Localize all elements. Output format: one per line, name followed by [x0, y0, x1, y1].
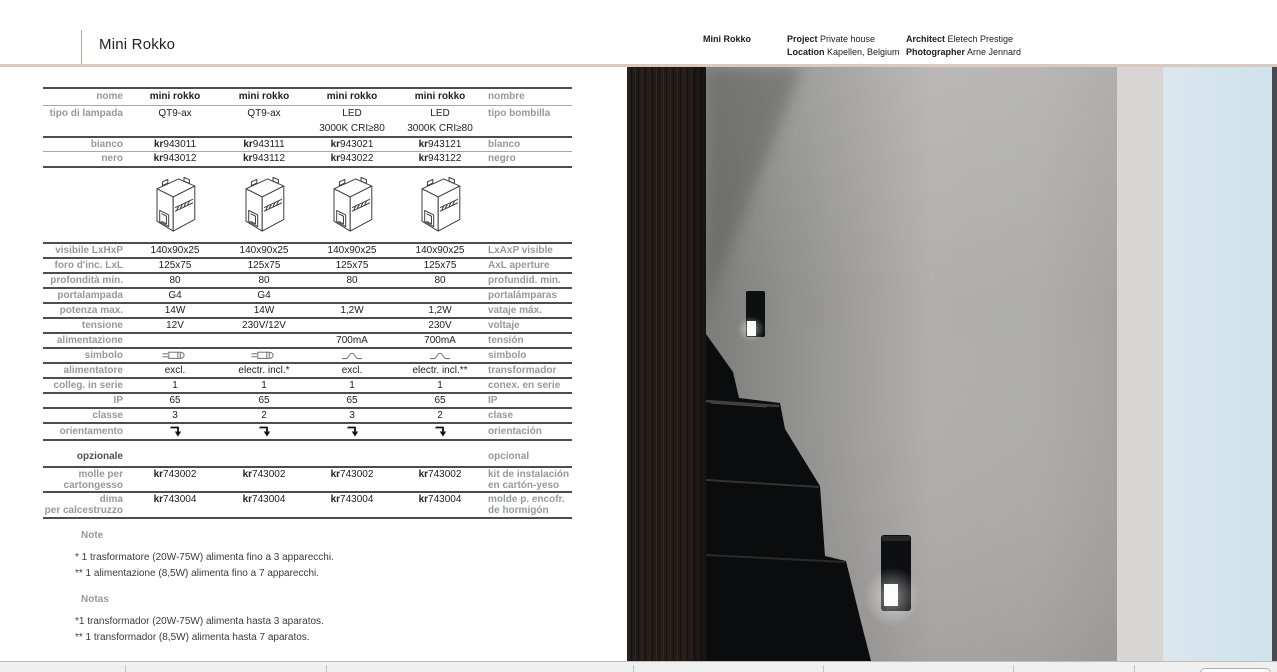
- notes-spanish: [75, 594, 324, 646]
- spec-value: kr743004: [242, 494, 286, 505]
- spec-label-it: portalampada: [57, 290, 123, 301]
- page-tick: [1134, 665, 1135, 672]
- spec-value: electr. incl.*: [238, 365, 290, 376]
- spec-value: kr743004: [330, 494, 374, 505]
- note-line: *1 transformador (20W-75W) alimenta hasta 3 aparatos.: [75, 616, 324, 627]
- spec-value: kr743002: [242, 469, 286, 480]
- field-label: Architect: [906, 34, 946, 44]
- spec-value: kr943112: [242, 153, 286, 164]
- spec-value: LED 3000K CRI≥80: [407, 108, 473, 134]
- spec-row: [43, 151, 572, 166]
- notes-italian: [75, 530, 334, 582]
- spec-value: 65: [346, 395, 358, 406]
- spec-value: [396, 349, 484, 362]
- spec-label-es: profundid. min.: [488, 275, 561, 286]
- product-isometric-drawing: [396, 168, 484, 242]
- spec-value: [396, 424, 484, 439]
- spec-label-es: conex. en serie: [488, 380, 561, 391]
- credits-info: [906, 33, 1021, 59]
- spec-label-it: nome: [96, 91, 123, 102]
- spec-value: kr743002: [153, 469, 197, 480]
- spec-value: 230V/12V: [242, 320, 286, 331]
- product-isometric-drawing: [148, 173, 202, 237]
- spec-value: 65: [258, 395, 270, 406]
- spec-table: [43, 87, 572, 441]
- spec-label-it: alimentazione: [56, 335, 123, 346]
- spec-value: mini rokko: [149, 91, 201, 102]
- spec-value: 1,2W: [340, 305, 364, 316]
- spec-row: [43, 287, 572, 302]
- notes-title: Notas: [81, 594, 109, 605]
- optional-title-es: opcional: [488, 451, 530, 462]
- spec-value: 140x90x25: [239, 245, 289, 256]
- spec-row: [43, 377, 572, 392]
- spec-value: kr943121: [418, 139, 462, 150]
- spec-row: [43, 392, 572, 407]
- spec-value: excl.: [341, 365, 363, 376]
- spec-row: [43, 257, 572, 272]
- spec-value: 140x90x25: [150, 245, 200, 256]
- spec-value: 230V: [428, 320, 452, 331]
- spec-value: [220, 349, 308, 362]
- spec-label-es: clase: [488, 410, 514, 421]
- spec-value: 2: [437, 410, 443, 421]
- spec-value: G4: [257, 290, 271, 301]
- spec-value: 14W: [164, 305, 186, 316]
- spec-value: [308, 349, 396, 362]
- spec-row: [43, 332, 572, 347]
- spec-value: [130, 349, 220, 362]
- spec-value: 65: [169, 395, 181, 406]
- spec-value: [130, 334, 220, 347]
- spec-value: 1: [349, 380, 355, 391]
- spec-value: [220, 334, 308, 347]
- spec-value: 140x90x25: [327, 245, 377, 256]
- spec-value: mini rokko: [326, 91, 378, 102]
- spec-value: 140x90x25: [415, 245, 465, 256]
- photo-right-edge: [1272, 67, 1277, 661]
- optional-label-es: kit de instalación en cartón-yeso: [488, 469, 570, 491]
- page-tick: [823, 665, 824, 672]
- spec-row: [43, 302, 572, 317]
- field-value: Arne Jennard: [965, 47, 1022, 57]
- spec-value: kr943022: [330, 153, 374, 164]
- spec-value: 65: [434, 395, 446, 406]
- spec-label-it: classe: [92, 410, 123, 421]
- spec-label-it: bianco: [90, 139, 123, 150]
- spec-label-es: nombre: [488, 91, 525, 102]
- spec-row: [43, 407, 572, 422]
- note-line: ** 1 alimentazione (8,5W) alimenta fino a 7 apparecchi.: [75, 568, 320, 579]
- spec-value: [308, 289, 396, 302]
- field-label: Photographer: [906, 47, 966, 57]
- spec-value: mini rokko: [238, 91, 290, 102]
- spec-label-it: [43, 168, 130, 242]
- product-isometric-drawing: [237, 173, 291, 237]
- led-icon: [341, 352, 363, 360]
- spec-value: kr743004: [418, 494, 462, 505]
- spec-label-it: simbolo: [84, 350, 123, 361]
- spec-value: [308, 424, 396, 439]
- page-tick: [125, 665, 126, 672]
- spec-label-it: tipo di lampada: [49, 108, 123, 119]
- spec-label-es: IP: [488, 395, 498, 406]
- spec-row: [43, 89, 572, 105]
- spec-label-es: [484, 168, 572, 242]
- optional-label-it: molle per cartongesso: [63, 469, 123, 491]
- spec-value: 80: [434, 275, 446, 286]
- arrow-corner-down-icon: [169, 425, 182, 438]
- spec-value: kr943021: [330, 139, 374, 150]
- spec-value: LED 3000K CRI≥80: [319, 108, 385, 134]
- spec-value: [220, 424, 308, 439]
- field-value: Private house: [817, 34, 876, 44]
- spec-value: 80: [169, 275, 181, 286]
- product-isometric-drawing: [325, 173, 379, 237]
- spec-value: kr743004: [153, 494, 197, 505]
- halogen-lamp-icon: [162, 351, 189, 360]
- spec-value: [308, 319, 396, 332]
- spec-label-es: LxAxP visible: [488, 245, 553, 256]
- spec-label-es: blanco: [488, 139, 521, 150]
- door-jamb: [1117, 67, 1164, 661]
- spec-row: [43, 317, 572, 332]
- page-tick: [326, 665, 327, 672]
- optional-label-it: dima per calcestruzzo: [44, 494, 123, 516]
- spec-value: kr943111: [243, 139, 285, 150]
- spec-row: [43, 242, 572, 257]
- page-tick: [1013, 665, 1014, 672]
- note-line: ** 1 transformador (8,5W) alimenta hasta 7 aparatos.: [75, 632, 310, 643]
- spec-label-it: orientamento: [59, 426, 123, 437]
- header-field: [787, 33, 900, 46]
- spec-label-es: vataje máx.: [488, 305, 542, 316]
- optional-row: [43, 491, 572, 517]
- spec-value: 12V: [166, 320, 184, 331]
- field-value: Kapellen, Belgium: [824, 47, 900, 57]
- spec-value: electr. incl.**: [412, 365, 468, 376]
- led-icon: [429, 352, 451, 360]
- spec-label-it: foro d'inc. LxL: [54, 260, 123, 271]
- product-isometric-drawing: [130, 168, 220, 242]
- spec-row: [43, 362, 572, 377]
- product-isometric-drawing: [220, 168, 308, 242]
- project-info: [787, 33, 900, 59]
- product-drawings-row: [43, 166, 572, 242]
- spec-value: kr743002: [418, 469, 462, 480]
- spec-value: G4: [168, 290, 182, 301]
- arrow-corner-down-icon: [434, 425, 447, 438]
- spec-label-es: tipo bombilla: [488, 108, 551, 119]
- page-title: Mini Rokko: [99, 36, 176, 53]
- spec-value: 3: [172, 410, 178, 421]
- optional-table: [43, 450, 572, 519]
- spec-value: 125x75: [247, 260, 281, 271]
- optional-header-row: [43, 450, 572, 466]
- notes-title: Note: [81, 530, 104, 541]
- header-field: [906, 46, 1021, 59]
- header-product-name: Mini Rokko: [703, 34, 752, 44]
- spec-row: [43, 422, 572, 439]
- spec-value: 1: [172, 380, 178, 391]
- spec-row: [43, 136, 572, 151]
- note-line: * 1 trasformatore (20W-75W) alimenta fino a 3 apparecchi.: [75, 552, 334, 563]
- spec-label-es: AxL aperture: [488, 260, 550, 271]
- spec-value: 125x75: [335, 260, 369, 271]
- spec-value: kr943012: [153, 153, 197, 164]
- spec-row: [43, 105, 572, 136]
- spec-value: 700mA: [336, 335, 368, 346]
- viewer-control[interactable]: [1200, 668, 1271, 672]
- spec-value: QT9-ax: [247, 108, 281, 119]
- spec-row: [43, 272, 572, 287]
- spec-value: [130, 424, 220, 439]
- spec-value: 2: [261, 410, 267, 421]
- spec-value: 3: [349, 410, 355, 421]
- arrow-corner-down-icon: [346, 425, 359, 438]
- halogen-lamp-icon: [251, 351, 278, 360]
- product-isometric-drawing: [308, 168, 396, 242]
- wood-panel: [627, 67, 706, 661]
- spec-label-es: transformador: [488, 365, 557, 376]
- spec-label-es: portalámparas: [488, 290, 557, 301]
- spec-value: QT9-ax: [158, 108, 192, 119]
- header-field: [787, 46, 900, 59]
- spec-value: 700mA: [424, 335, 456, 346]
- product-isometric-drawing: [413, 173, 467, 237]
- header-field: [906, 33, 1021, 46]
- spec-value: kr743002: [330, 469, 374, 480]
- spec-label-it: visibile LxHxP: [55, 245, 123, 256]
- spec-value: [396, 289, 484, 302]
- spec-value: 1: [261, 380, 267, 391]
- spec-value: kr943011: [153, 139, 197, 150]
- optional-row: [43, 466, 572, 491]
- spec-label-es: tensión: [488, 335, 524, 346]
- spec-value: 125x75: [158, 260, 192, 271]
- spec-label-es: voltaje: [488, 320, 520, 331]
- spec-label-it: IP: [113, 395, 123, 406]
- optional-label-es: molde p. encofr. de hormigón: [488, 494, 565, 516]
- spec-row: [43, 347, 572, 362]
- installation-photo: [627, 67, 1277, 661]
- spec-label-es: simbolo: [488, 350, 527, 361]
- spec-value: 125x75: [423, 260, 457, 271]
- optional-title-it: opzionale: [76, 451, 123, 462]
- spec-value: 14W: [253, 305, 275, 316]
- spec-value: 80: [346, 275, 358, 286]
- spec-value: 1: [437, 380, 443, 391]
- spec-label-it: profondità min.: [50, 275, 123, 286]
- spec-label-es: orientación: [488, 426, 542, 437]
- field-label: Location: [787, 47, 825, 57]
- spec-label-it: colleg. in serie: [53, 380, 123, 391]
- field-label: Project: [787, 34, 818, 44]
- spec-label-it: potenza max.: [59, 305, 123, 316]
- spec-value: kr943122: [418, 153, 462, 164]
- spec-value: mini rokko: [414, 91, 466, 102]
- spec-value: excl.: [164, 365, 186, 376]
- spec-label-it: nero: [101, 153, 123, 164]
- spec-value: 80: [258, 275, 270, 286]
- spec-label-es: negro: [488, 153, 516, 164]
- spec-label-it: tensione: [81, 320, 123, 331]
- arrow-corner-down-icon: [258, 425, 271, 438]
- viewer-strip: [0, 661, 1277, 672]
- page-tick: [633, 665, 634, 672]
- window-light-strip: [1163, 67, 1272, 661]
- field-value: Eletech Prestige: [945, 34, 1014, 44]
- spec-label-it: alimentatore: [63, 365, 123, 376]
- spec-value: 1,2W: [428, 305, 452, 316]
- title-rule: [81, 30, 82, 66]
